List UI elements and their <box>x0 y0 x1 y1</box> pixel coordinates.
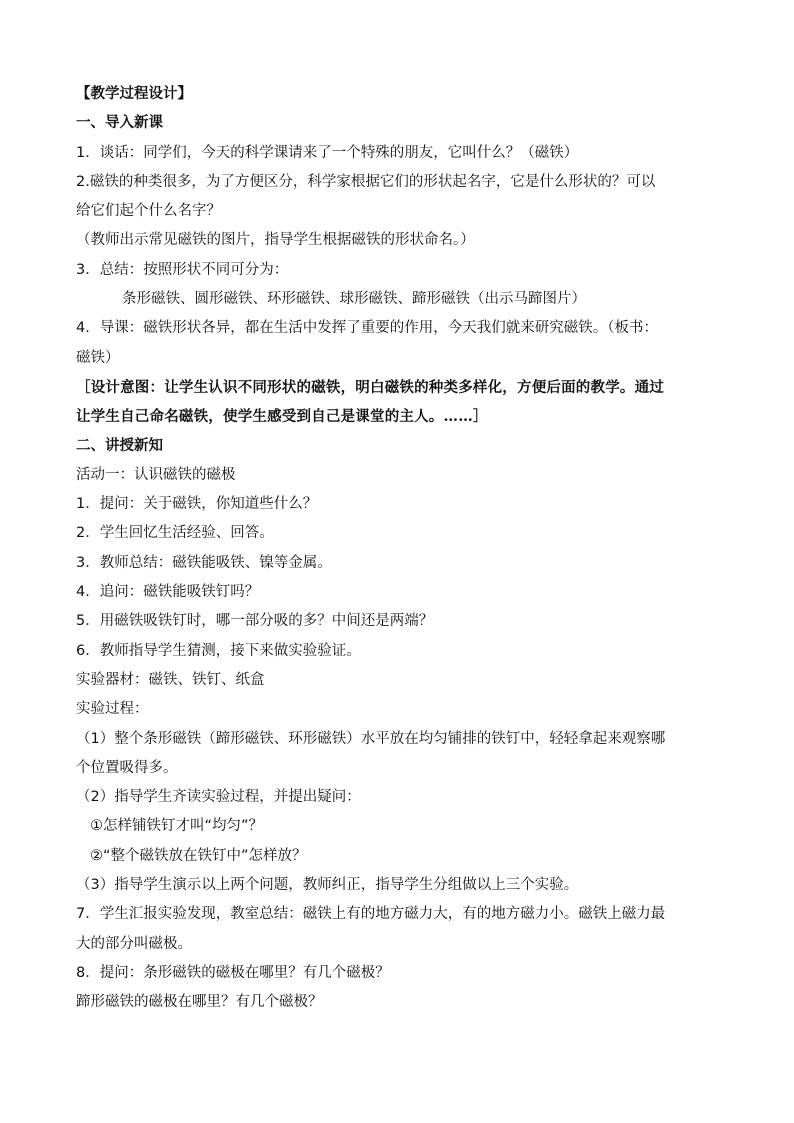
section-heading-design: 【教学过程设计】 <box>76 86 192 102</box>
design-intent-note: ［设计意图：让学生认识不同形状的磁铁，明白磁铁的种类多样化，方便后面的教学。通过 <box>76 378 664 396</box>
experiment-process-title: 实验过程： <box>76 701 149 718</box>
paragraph-line: 4．导课：磁铁形状各异，都在生活中发挥了重要的作用，今天我们就来研究磁铁。（板书： <box>76 320 658 337</box>
paragraph-line: 蹄形磁铁的磁极在哪里？有几个磁极？ <box>76 994 323 1011</box>
magnet-types-list: 条形磁铁、圆形磁铁、环形磁铁、球形磁铁、蹄形磁铁（出示马蹄图片） <box>122 291 586 308</box>
paragraph-line: 4．追问：磁铁能吸铁钉吗？ <box>76 584 260 601</box>
paragraph-line: 6．教师指导学生猜测，接下来做实验验证。 <box>76 642 361 659</box>
question-item: ①怎样铺铁钉才叫“均匀”？ <box>90 818 264 835</box>
activity-title: 活动一：认识磁铁的磁极 <box>76 466 236 483</box>
paragraph-line: 磁铁） <box>76 349 120 366</box>
section-heading-new-knowledge: 二、讲授新知 <box>76 437 163 454</box>
design-intent-note: 让学生自己命名磁铁，使学生感受到自己是课堂的主人。……］ <box>76 408 488 426</box>
paragraph-line: 7．学生汇报实验发现，教室总结：磁铁上有的地方磁力大，有的地方磁力小。磁铁上磁力最 <box>76 906 666 923</box>
paragraph-line: 给它们起个什么名字？ <box>76 203 221 220</box>
paragraph-line: 2．学生回忆生活经验、回答。 <box>76 525 274 542</box>
paragraph-line: 1．提问：关于磁铁，你知道些什么？ <box>76 496 318 513</box>
paragraph-line: （教师出示常见磁铁的图片，指导学生根据磁铁的形状命名。） <box>76 232 475 249</box>
paragraph-line: 个位置吸得多。 <box>76 759 178 776</box>
question-item: ②“整个磁铁放在铁钉中”怎样放？ <box>90 847 307 864</box>
paragraph-line: 8．提问：条形磁铁的磁极在哪里？有几个磁极？ <box>76 964 390 981</box>
experiment-materials: 实验器材：磁铁、铁钉、纸盒 <box>76 671 265 688</box>
paragraph-line: 3．教师总结：磁铁能吸铁、镍等金属。 <box>76 554 332 571</box>
document-body <box>76 80 726 1018</box>
paragraph-line: 大的部分叫磁极。 <box>76 935 192 952</box>
paragraph-line: （1）整个条形磁铁（蹄形磁铁、环形磁铁）水平放在均匀铺排的铁钉中，轻轻拿起来观察哪 <box>76 730 666 747</box>
paragraph-line: （2）指导学生齐读实验过程，并提出疑问： <box>76 789 361 806</box>
paragraph-line: 5．用磁铁吸铁钉时，哪一部分吸的多？中间还是两端？ <box>76 613 434 630</box>
paragraph-line: 3．总结：按照形状不同可分为： <box>76 261 289 278</box>
section-heading-intro: 一、导入新课 <box>76 115 163 132</box>
paragraph-line: 1．谈话：同学们，今天的科学课请来了一个特殊的朋友，它叫什么？（磁铁） <box>76 144 579 161</box>
paragraph-line: 2.磁铁的种类很多，为了方便区分，科学家根据它们的形状起名字，它是什么形状的？可以 <box>76 173 656 190</box>
paragraph-line: （3）指导学生演示以上两个问题，教师纠正，指导学生分组做以上三个实验。 <box>76 877 579 894</box>
